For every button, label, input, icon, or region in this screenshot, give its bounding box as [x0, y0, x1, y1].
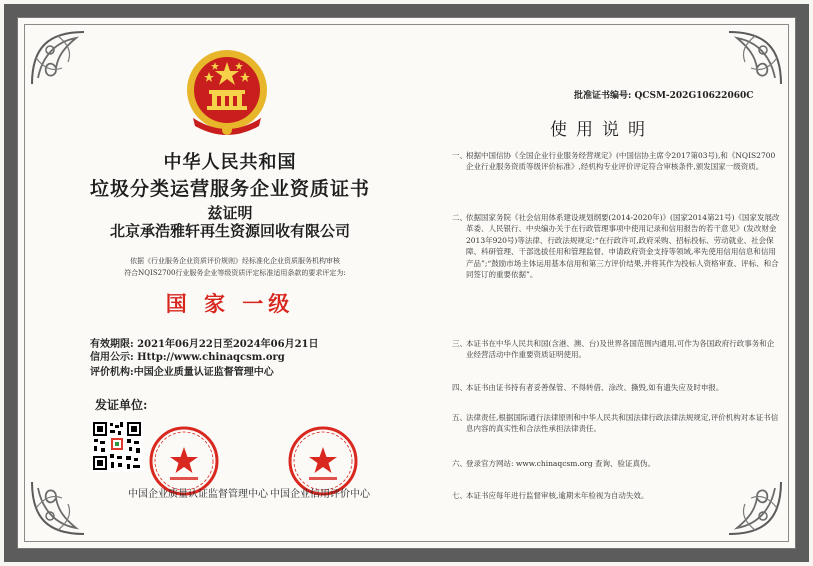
issuer-org-quality-center: 中国企业质量认证监督管理中心	[128, 489, 268, 500]
rule-text: 本证书由证书持有者妥善保管、不得转借、涂改、撕毁,如有遗失应及时申报。	[466, 383, 724, 392]
rule-number: 四、	[452, 383, 467, 392]
rule-number: 七、	[452, 491, 467, 500]
rule-text: 本证书应每年进行监督审核,逾期未年检视为自动失效。	[466, 491, 649, 500]
rule-number: 一、	[452, 151, 467, 160]
rule-text: 依据国家务院《社会信用体系建设规划纲要(2014-2020年)》(国家2014第21号)《国家发展改革委、人民银行、中央编办关于在行政管理事项中使用记录和信用报告的若干意见》(发改财金2013年920号)等法律、行政法规规定:“在行政许可,政府采购、招标投标、劳动就业、社会保障、科研管理、干部选拔任用和管理监督、申请政府资金支持等领域,率先使用信用信息和信用产品”;“鼓励市场主体运用基本信用和第三方评价结果,并将其作为投标人资格审查、评标、和合同签订的重要依据”。	[466, 213, 780, 280]
corner-ornament-icon	[28, 28, 88, 88]
usage-rule-item	[452, 338, 780, 361]
rule-text: 登录官方网站: www.chinaqcsm.org 查询、验证真伪。	[466, 459, 656, 468]
usage-rule-item	[452, 150, 780, 173]
usage-rule-item	[452, 490, 780, 501]
corner-ornament-icon	[725, 478, 785, 538]
rule-text: 法律责任,根据国际通行法律原则和中华人民共和国法律行政法律法规规定,评价机构对本证书信息内容的真实性和合法性承担法律责任。	[466, 413, 779, 434]
usage-rule-item	[452, 212, 780, 280]
qualification-level: 国 家 一级	[165, 291, 295, 316]
corner-ornament-icon	[28, 478, 88, 538]
evaluation-agency: 评价机构:中国企业质量认证监督管理中心	[90, 367, 274, 378]
issuer-label: 发证单位:	[95, 398, 148, 412]
rule-number: 五、	[452, 413, 467, 422]
credit-public-url: 信用公示: Http://www.chinaqcsm.org	[90, 352, 285, 363]
usage-rule-item	[452, 458, 780, 469]
rule-number: 六、	[452, 459, 467, 468]
national-emblem-icon	[185, 48, 269, 140]
company-name: 北京承浩雅轩再生资源回收有限公司	[109, 222, 350, 240]
rule-text: 根据中国信协《全国企业行业服务经营规定》(中国信协主席令2017第03号),和《NQIS2700企业行业服务资质等级评价标准》,经机构专业评价评定符合审核条件,颁发国家一级资质。	[466, 151, 776, 172]
basis-line-1: 依据《行业服务企业资质评价规则》经标准化企业资质服务机构审核	[130, 257, 340, 265]
usage-guide-title: 使用说明	[550, 120, 654, 140]
corner-ornament-icon	[725, 28, 785, 88]
rule-number: 二、	[452, 213, 467, 222]
rule-text: 本证书在中华人民共和国(含港、澳、台)及世界各国范围内通用,可作为各国政府行政事务和企业经营活动中作重要资质证明使用。	[466, 339, 775, 360]
issuer-org-credit-center: 中国企业信用评价中心	[270, 489, 370, 500]
title-country: 中华人民共和国	[163, 152, 297, 173]
qr-code-icon	[91, 420, 143, 472]
certificate-number: 批准证书编号: QCSM-202G10622060C	[574, 91, 754, 101]
certificate-title: 垃圾分类运营服务企业资质证书	[89, 178, 370, 200]
validity-period: 有效期限: 2021年06月22日至2024年06月21日	[90, 339, 319, 350]
basis-line-2: 符合NQIS2700行业服务企业等级资质评定标准适用条款的要求评定为:	[124, 269, 346, 277]
usage-rule-item	[452, 412, 780, 435]
usage-rule-item	[452, 382, 780, 393]
rule-number: 三、	[452, 339, 467, 348]
hereby-certify: 兹证明	[207, 204, 253, 222]
basis-text	[90, 255, 380, 279]
